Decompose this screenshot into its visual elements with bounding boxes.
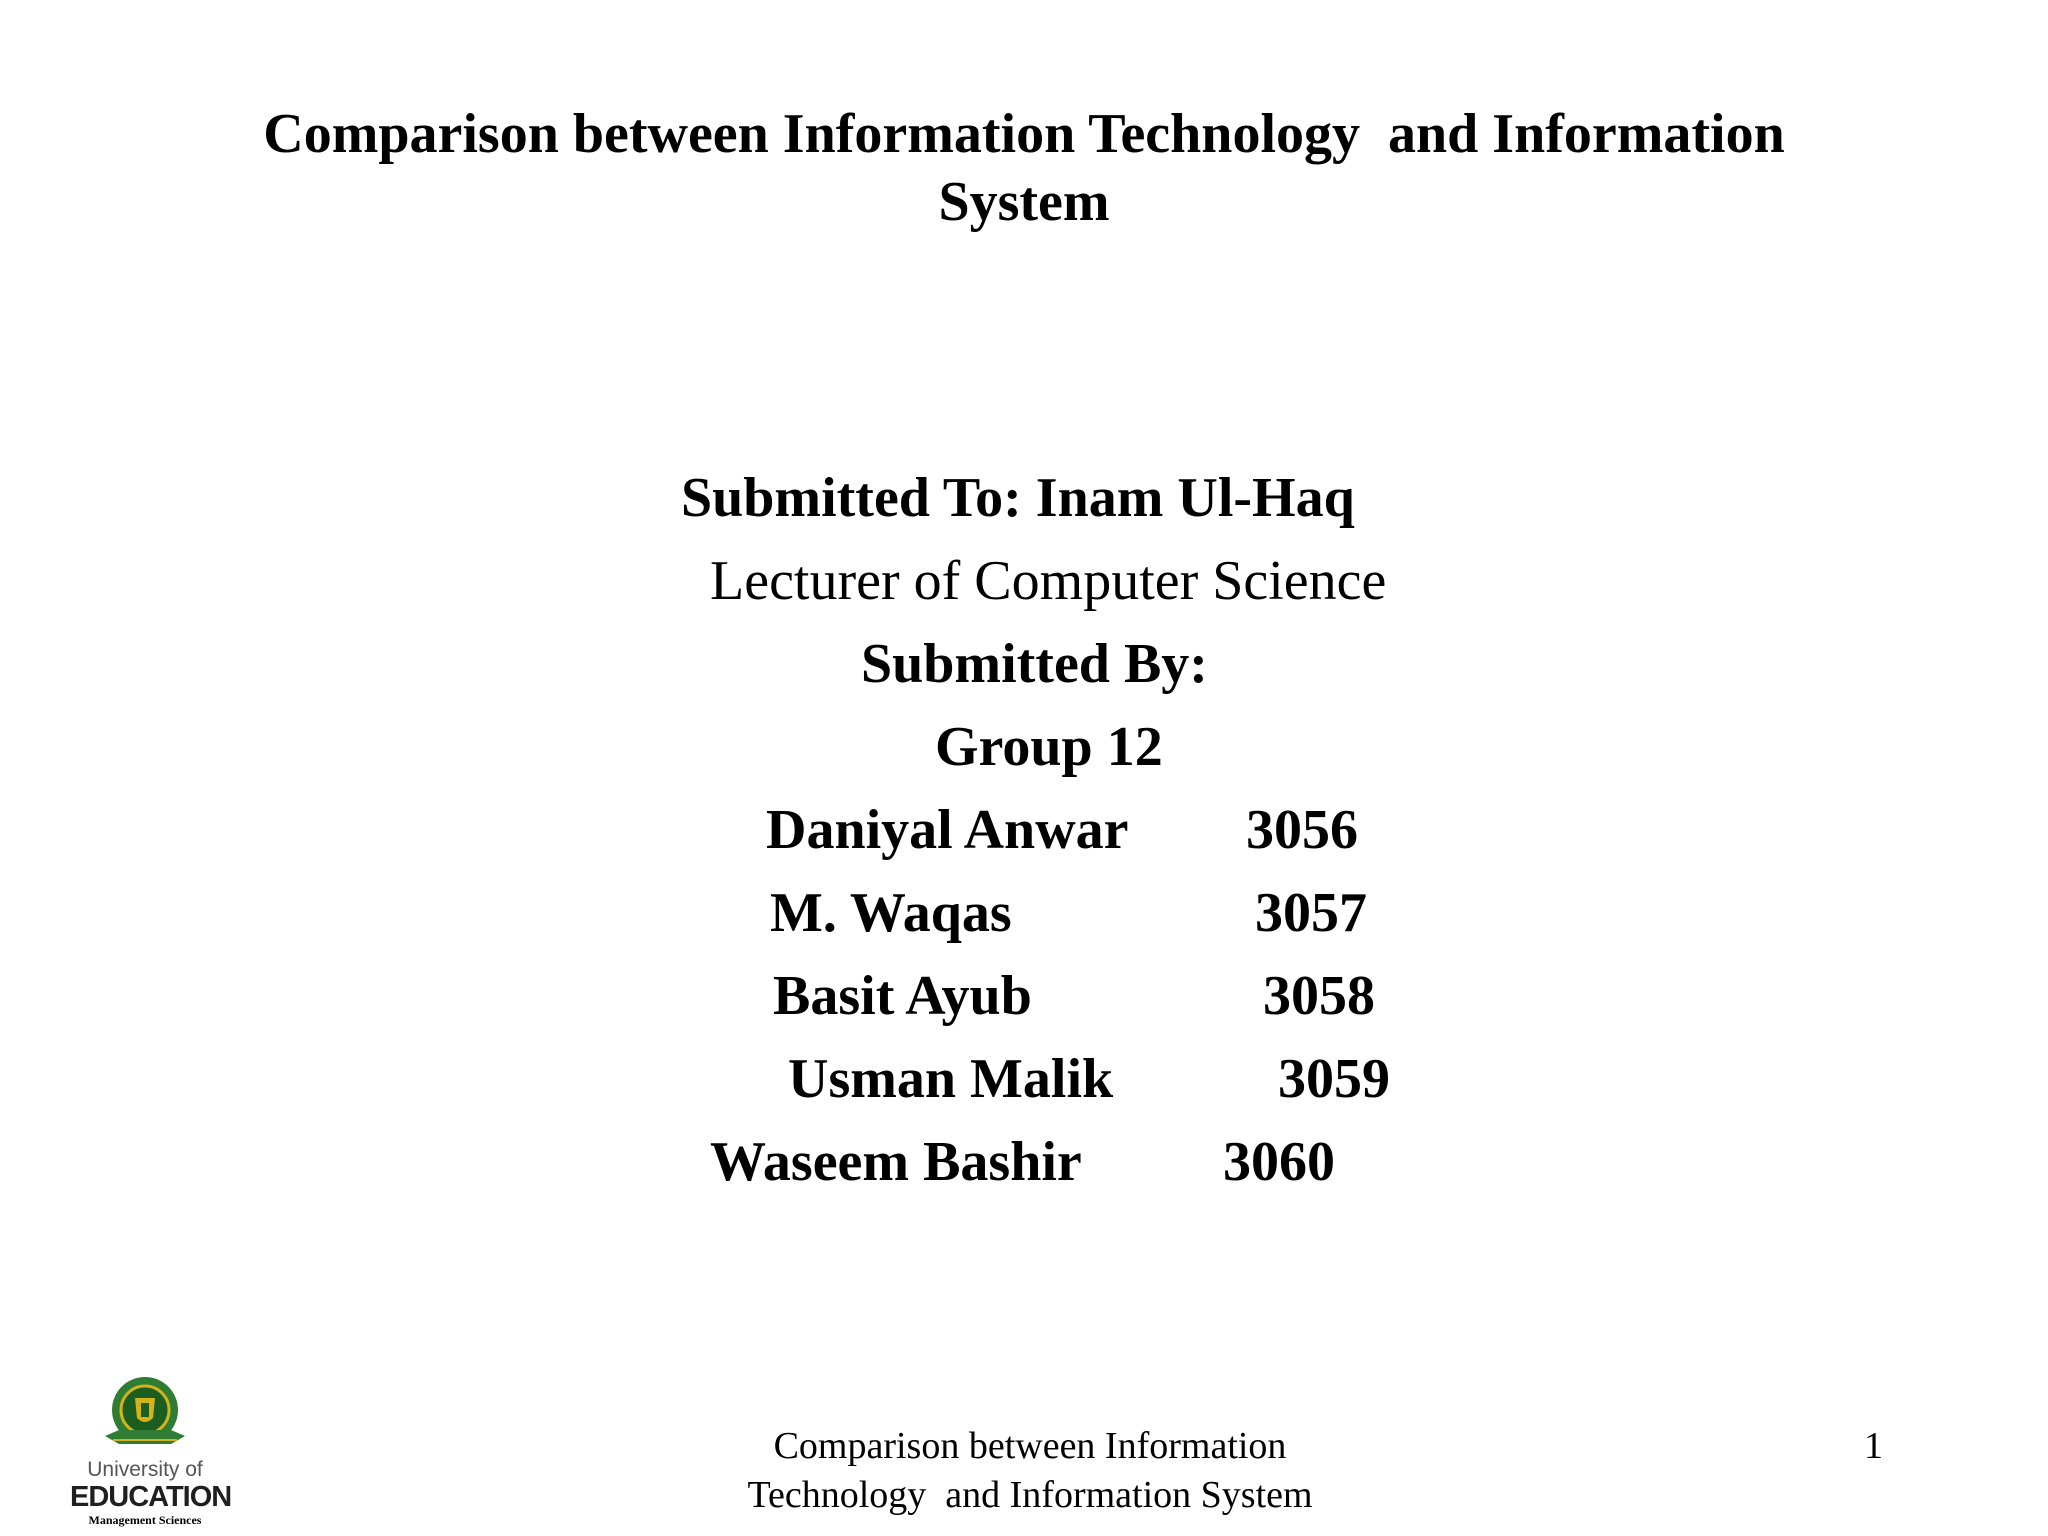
university-crest-icon: [70, 1370, 220, 1458]
university-logo: [70, 1370, 232, 1530]
member-id: 3060: [1223, 1131, 1335, 1193]
member-id: 3057: [1255, 882, 1367, 944]
member-name: Basit Ayub: [773, 965, 1032, 1027]
lecturer-designation: Lecturer of Computer Science: [710, 550, 1387, 612]
member-name: Waseem Bashir: [710, 1131, 1082, 1193]
submitted-by-heading: Submitted By:: [861, 633, 1208, 695]
member-id: 3058: [1263, 965, 1375, 1027]
logo-text-department: Management Sciences: [88, 1513, 202, 1527]
footer-title: Comparison between Information Technology and Information System: [747, 1425, 1313, 1516]
logo-text-university: University of: [87, 1458, 203, 1481]
submitted-to: Submitted To: Inam Ul-Haq: [681, 467, 1355, 529]
group-label: Group 12: [935, 716, 1163, 778]
logo-text-education: EDUCATION: [70, 1481, 232, 1513]
member-id: 3056: [1246, 799, 1358, 861]
member-name: Daniyal Anwar: [766, 799, 1129, 861]
slide-title: Comparison between Information Technology and Information System: [263, 103, 1785, 233]
member-name: Usman Malik: [788, 1048, 1114, 1110]
member-name: M. Waqas: [770, 882, 1012, 944]
member-id: 3059: [1278, 1048, 1390, 1110]
page-number: 1: [1864, 1425, 1883, 1467]
